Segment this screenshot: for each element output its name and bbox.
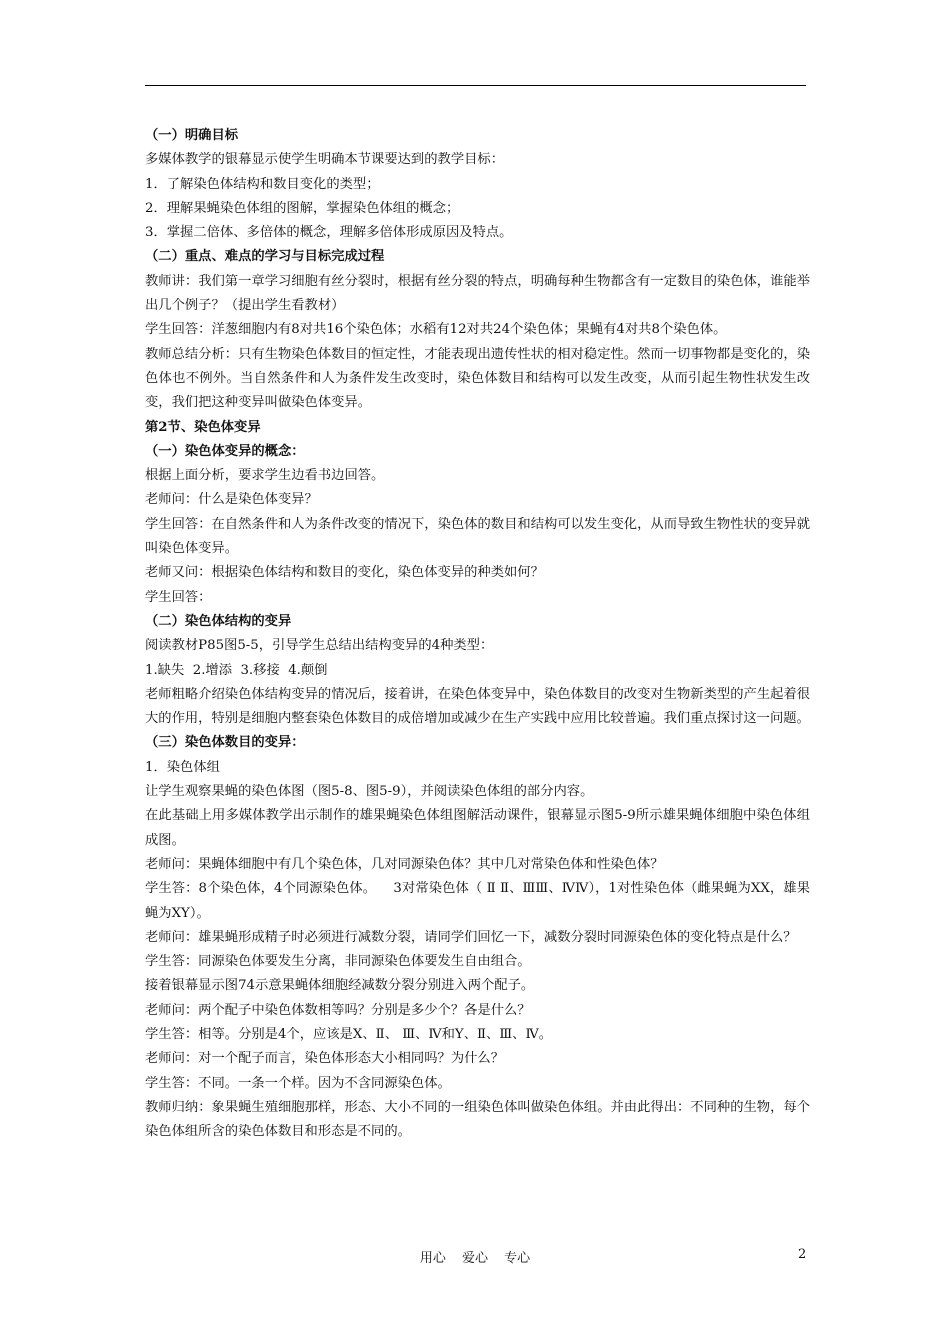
- paragraph: 多媒体教学的银幕显示使学生明确本节课要达到的教学目标：: [145, 152, 505, 168]
- paragraph: 根据上面分析，要求学生边看书边回答。: [145, 468, 385, 484]
- paragraph: 老师问：果蝇体细胞中有几个染色体，几对同源染色体？其中几对常染色体和性染色体？: [145, 856, 664, 872]
- paragraph: 学生回答：洋葱细胞内有8对共16个染色体；水稻有12对共24个染色体；果蝇有4对共8个染色体。: [145, 322, 727, 338]
- paragraph: 教师总结分析：只有生物染色体数目的恒定性，才能表现出遗传性状的相对稳定性。然而一切事物都是变化的，染色体也不例外。当自然条件和人为条件发生改变时，染色体数目和结构可以发生改变，从而引起生物性状发生改变，我们把这种变异叫做染色体变异。: [145, 346, 810, 411]
- objective-item: 1．了解染色体结构和数目变化的类型；: [145, 176, 380, 192]
- paragraph: 学生答：相等。分别是4个，应该是X、Ⅱ、 Ⅲ、Ⅳ和Y、Ⅱ、Ⅲ、Ⅳ。: [145, 1026, 553, 1042]
- paragraph: 在此基础上用多媒体教学出示制作的雄果蝇染色体组图解活动课件，银幕显示图5-9所示雄果蝇体细胞中染色体组成图。: [145, 808, 810, 848]
- heading-concept: （一）染色体变异的概念：: [145, 443, 305, 459]
- heading-number-variation: （三）染色体数目的变异：: [145, 735, 305, 751]
- paragraph: 学生答：同源染色体要发生分离，非同源染色体要发生自由组合。: [145, 954, 531, 970]
- paragraph: 学生答：8个染色体，4个同源染色体。 3对常染色体（ Ⅱ Ⅱ、ⅢⅢ、ⅣⅣ），1对性染色体（雌果蝇为XX，雄果蝇为XY）。: [145, 881, 810, 921]
- heading-key-points: （二）重点、难点的学习与目标完成过程: [145, 249, 385, 265]
- paragraph: 阅读教材P85图5-5，引导学生总结出结构变异的4种类型：: [145, 638, 494, 654]
- variation-types: 1.缺失 2.增添 3.移接 4.颠倒: [145, 662, 328, 678]
- document-body: [145, 124, 810, 1144]
- subheading-chromosome-set: 1．染色体组: [145, 759, 220, 775]
- footer-motto: 用心 爱心 专心: [419, 1251, 531, 1266]
- paragraph: 老师问：雄果蝇形成精子时必须进行减数分裂，请同学们回忆一下，减数分裂时同源染色体的变化特点是什么？: [145, 929, 797, 945]
- paragraph: 老师问：什么是染色体变异？: [145, 492, 318, 508]
- paragraph: 老师问：两个配子中染色体数相等吗？分别是多少个？各是什么？: [145, 1002, 531, 1018]
- paragraph: 学生答：不同。一条一个样。因为不含同源染色体。: [145, 1075, 451, 1091]
- objective-item: 2．理解果蝇染色体组的图解，掌握染色体组的概念；: [145, 200, 460, 216]
- paragraph: 让学生观察果蝇的染色体图（图5-8、图5-9），并阅读染色体组的部分内容。: [145, 784, 594, 800]
- paragraph: 老师问：对一个配子而言，染色体形态大小相同吗？为什么？: [145, 1051, 505, 1067]
- heading-clear-objectives: （一）明确目标: [145, 128, 239, 143]
- header-rule: [145, 85, 806, 86]
- paragraph: 学生回答：: [145, 589, 212, 605]
- section-title: 第2节、染色体变异: [145, 419, 261, 435]
- paragraph: 接着银幕显示图74示意果蝇体细胞经减数分裂分别进入两个配子。: [145, 978, 535, 994]
- page-number: 2: [798, 1247, 807, 1262]
- paragraph: 教师讲：我们第一章学习细胞有丝分裂时，根据有丝分裂的特点，明确每种生物都含有一定数目的染色体，谁能举出几个例子？（提出学生看教材）: [145, 273, 810, 314]
- paragraph: 学生回答：在自然条件和人为条件改变的情况下，染色体的数目和结构可以发生变化，从而导致生物性状的变异就叫染色体变异。: [145, 516, 810, 557]
- paragraph: 老师粗略介绍染色体结构变异的情况后，接着讲，在染色体变异中，染色体数目的改变对生物新类型的产生起着很大的作用，特别是细胞内整套染色体数目的成倍增加或减少在生产实践中应用比较普遍。我们重点探讨这一问题。: [145, 686, 810, 727]
- heading-structural-variation: （二）染色体结构的变异: [145, 613, 292, 629]
- objective-item: 3．掌握二倍体、多倍体的概念，理解多倍体形成原因及特点。: [145, 225, 513, 241]
- paragraph: 教师归纳：象果蝇生殖细胞那样，形态、大小不同的一组染色体叫做染色体组。并由此得出：不同种的生物，每个染色体组所含的染色体数目和形态是不同的。: [145, 1099, 810, 1140]
- paragraph: 老师又问：根据染色体结构和数目的变化，染色体变异的种类如何？: [145, 565, 544, 581]
